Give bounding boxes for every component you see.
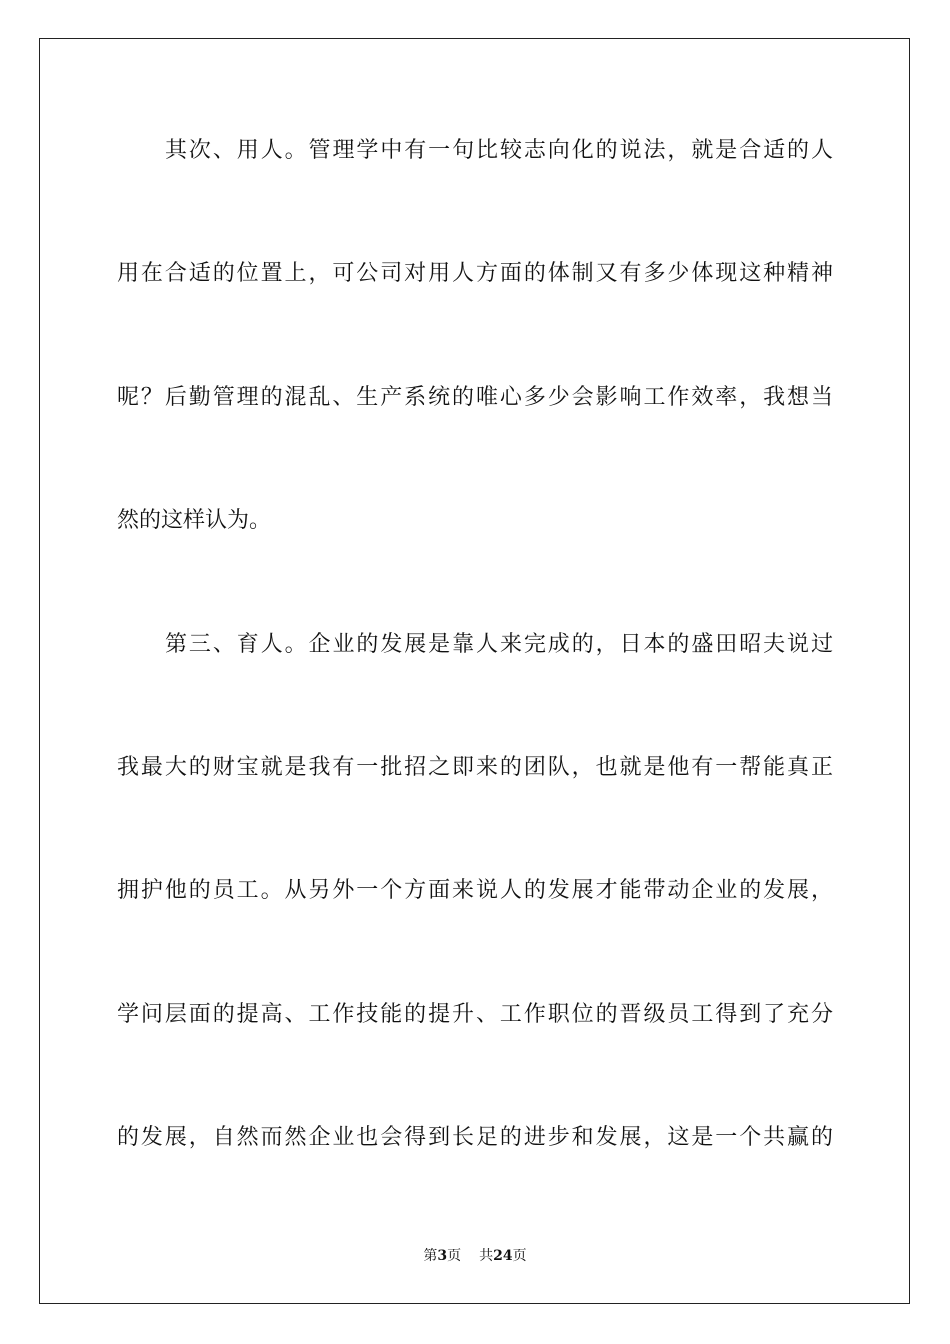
total-label-prefix: 共: [479, 1248, 494, 1264]
page-footer: [0, 1246, 950, 1266]
page-number: 3: [437, 1248, 448, 1264]
page-border: [39, 38, 910, 1304]
paragraph-line: 第三、育人。企业的发展是靠人来完成的，日本的盛田昭夫说过: [165, 632, 833, 657]
paragraph-line: 然的这样认为。: [117, 508, 272, 533]
paragraph-line: 用在合适的位置上，可公司对用人方面的体制又有多少体现这种精神: [117, 261, 833, 286]
total-pages: 24: [493, 1248, 513, 1264]
page-label-suffix: 页: [447, 1248, 462, 1264]
total-label-suffix: 页: [512, 1248, 527, 1264]
page-label-prefix: 第: [423, 1248, 438, 1264]
paragraph-line: 我最大的财宝就是我有一批招之即来的团队，也就是他有一帮能真正: [117, 755, 833, 780]
paragraph-line: 的发展，自然而然企业也会得到长足的进步和发展，这是一个共赢的: [117, 1125, 833, 1150]
paragraph-line: 拥护他的员工。从另外一个方面来说人的发展才能带动企业的发展，: [117, 878, 833, 903]
paragraph-line: 呢？后勤管理的混乱、生产系统的唯心多少会影响工作效率，我想当: [117, 385, 833, 410]
paragraph-line: 学问层面的提高、工作技能的提升、工作职位的晋级员工得到了充分: [117, 1002, 833, 1027]
paragraph-line: 其次、用人。管理学中有一句比较志向化的说法，就是合适的人: [165, 138, 833, 163]
